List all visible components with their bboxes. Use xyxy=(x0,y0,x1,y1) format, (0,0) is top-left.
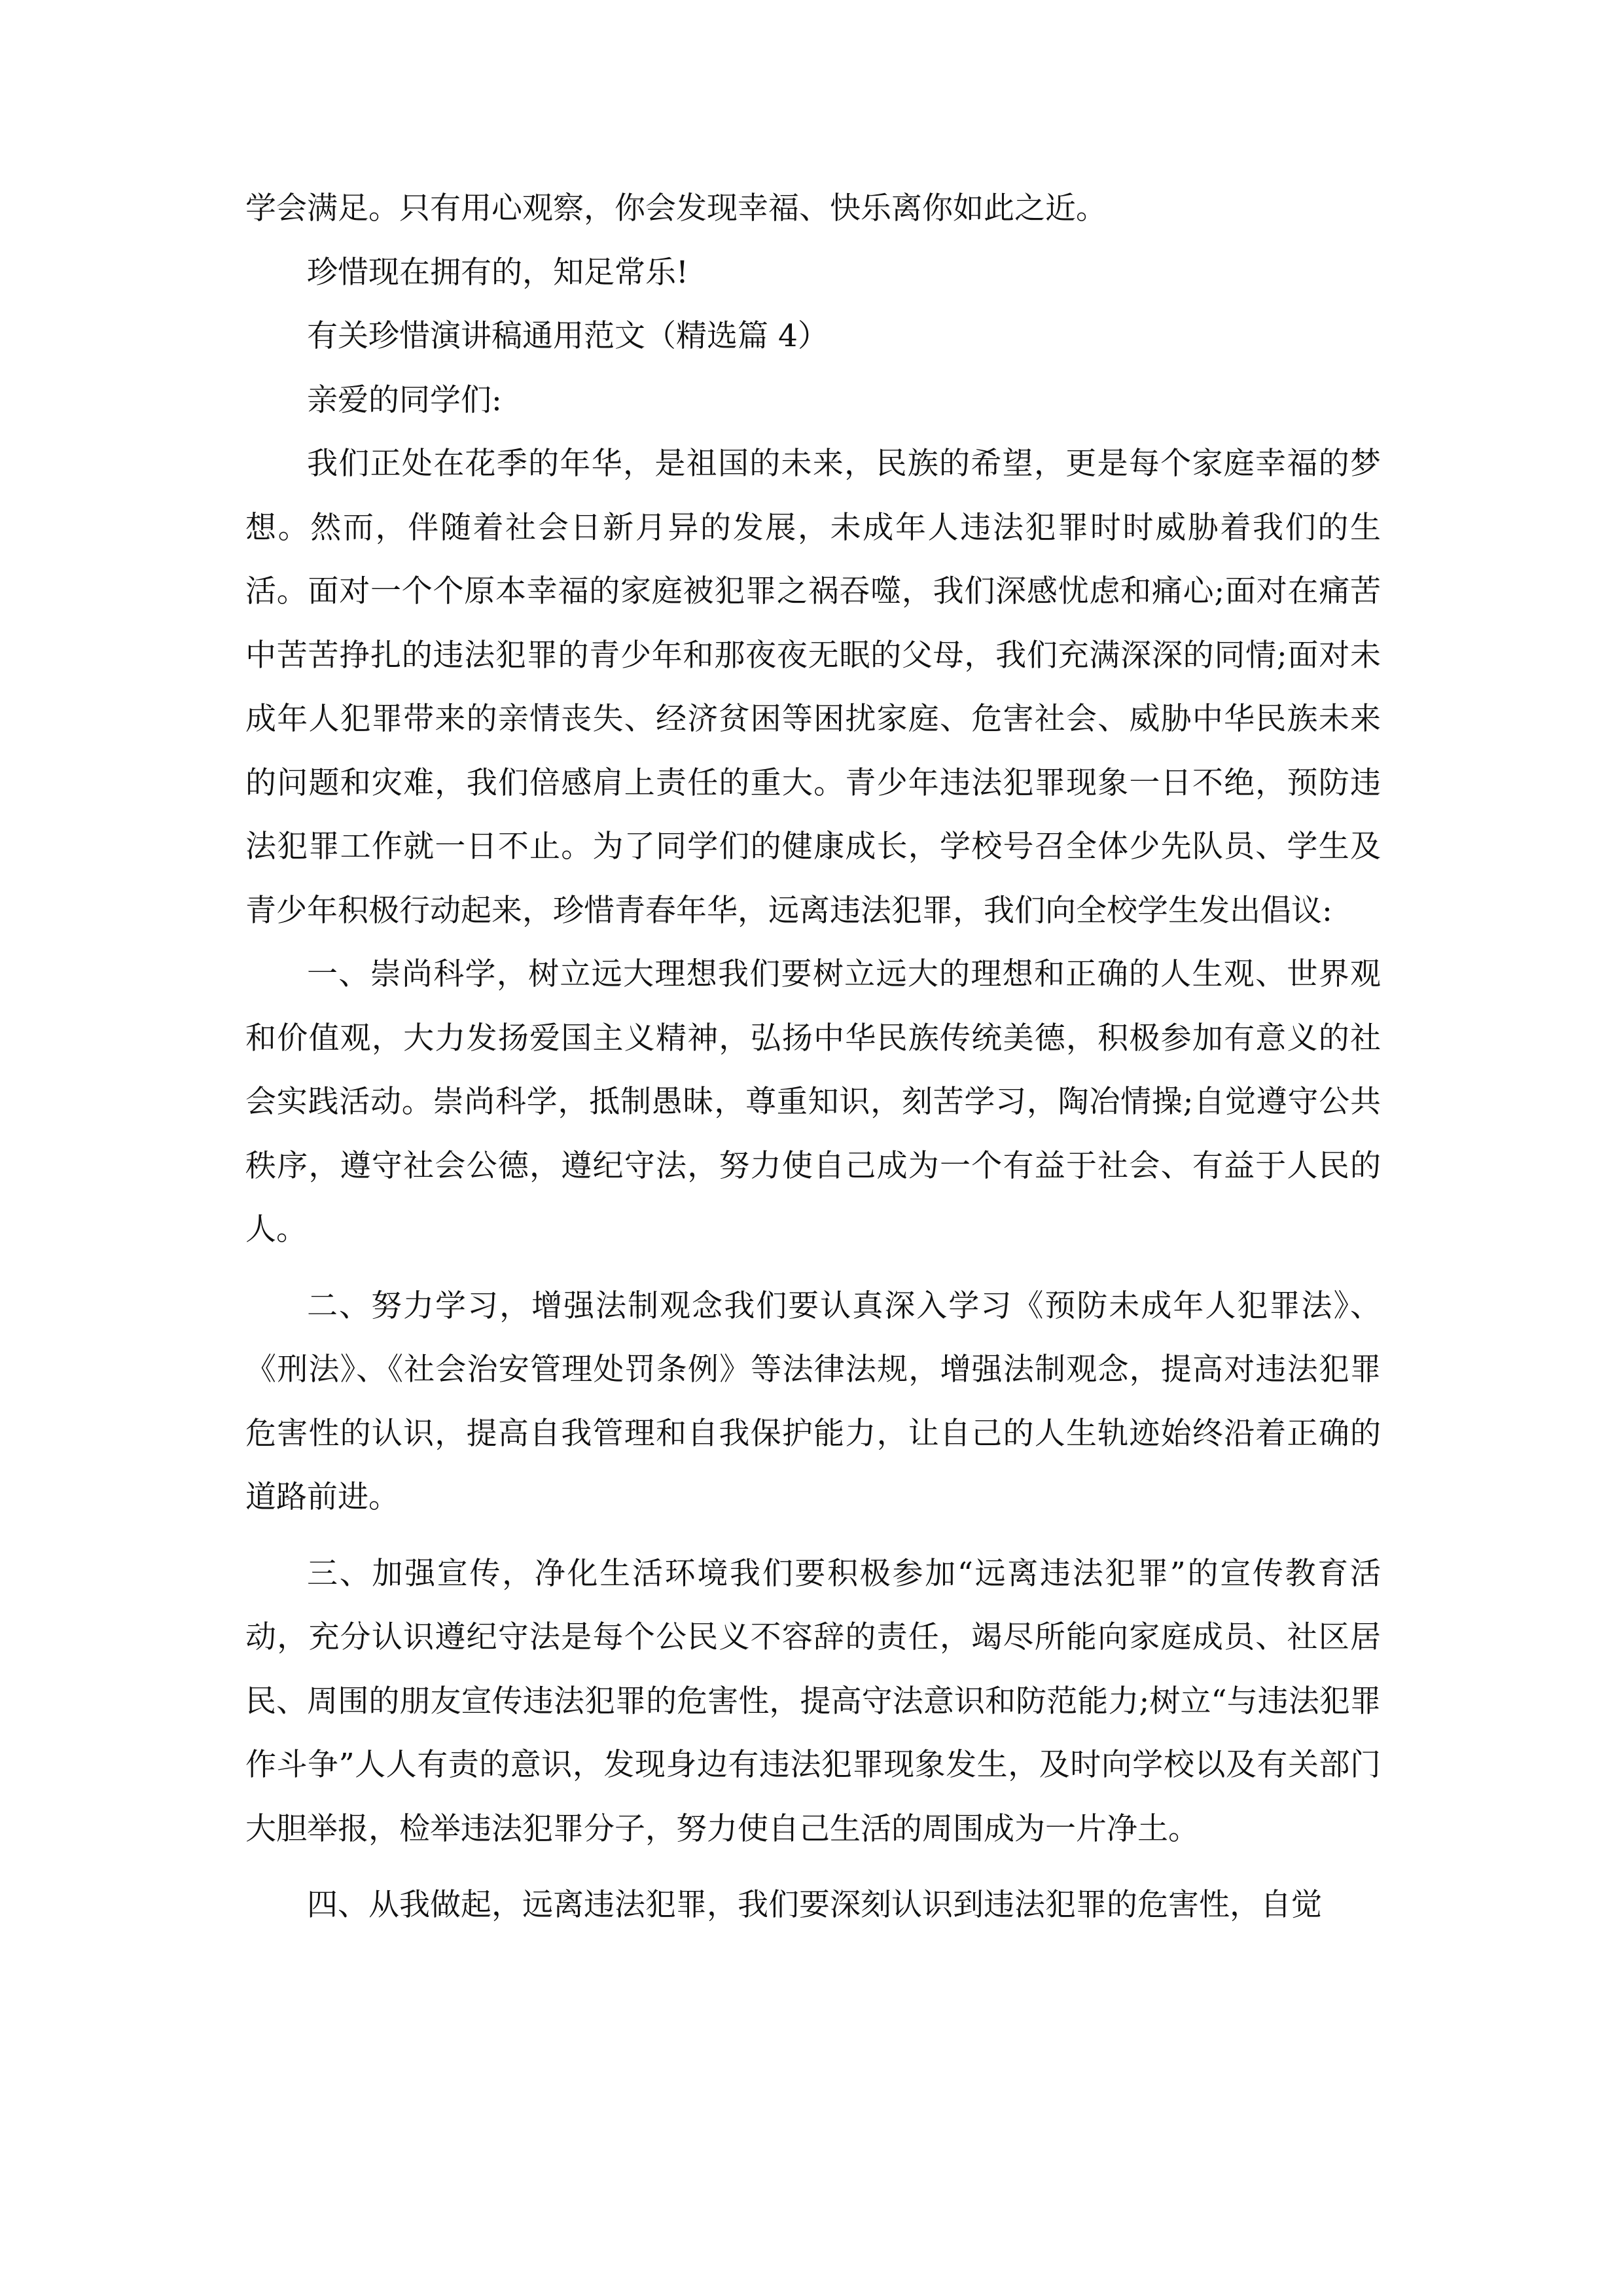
paragraph-intro: 我们正处在花季的年华，是祖国的未来，民族的希望，更是每个家庭幸福的梦想。然而，伴随着社会日新月异的发展，未成年人违法犯罪时时威胁着我们的生活。面对一个个原本幸福的家庭被犯罪之祸吞噬，我们深感忧虑和痛心;面对在痛苦中苦苦挣扎的违法犯罪的青少年和那夜夜无眠的父母，我们充满深深的同情;面对未成年人犯罪带来的亲情丧失、经济贫困等困扰家庭、危害社会、威胁中华民族未来的问题和灾难，我们倍感肩上责任的重大。青少年违法犯罪现象一日不绝，预防违法犯罪工作就一日不止。为了同学们的健康成长，学校号召全体少先队员、学生及青少年积极行动起来，珍惜青春年华，远离违法犯罪，我们向全校学生发出倡议: xyxy=(245,446,1381,929)
paragraph-closing-line: 珍惜现在拥有的，知足常乐! xyxy=(307,254,688,291)
salutation: 亲爱的同学们: xyxy=(307,382,502,418)
paragraph-point-4: 四、从我做起，远离违法犯罪，我们要深刻认识到违法犯罪的危害性，自觉 xyxy=(307,1887,1322,1923)
paragraph-point-2: 二、努力学习，增强法制观念我们要认真深入学习《预防未成年人犯罪法》、《刑法》、《社会治安管理处罚条例》等法律法规，增强法制观念，提高对违法犯罪危害性的认识，提高自我管理和自我保护能力，让自己的人生轨迹始终沿着正确的道路前进。 xyxy=(245,1287,1381,1515)
section-title: 有关珍惜演讲稿通用范文（精选篇 4） xyxy=(307,318,829,354)
paragraph-point-1: 一、崇尚科学，树立远大理想我们要树立远大的理想和正确的人生观、世界观和价值观，大力发扬爱国主义精神，弘扬中华民族传统美德，积极参加有意义的社会实践活动。崇尚科学，抵制愚昧，尊重知识，刻苦学习，陶冶情操;自觉遵守公共秩序，遵守社会公德，遵纪守法，努力使自己成为一个有益于社会、有益于人民的人。 xyxy=(245,956,1381,1247)
paragraph-point-3: 三、加强宣传，净化生活环境我们要积极参加“远离违法犯罪”的宣传教育活动，充分认识遵纪守法是每个公民义不容辞的责任，竭尽所能向家庭成员、社区居民、周围的朋友宣传违法犯罪的危害性，提高守法意识和防范能力;树立“与违法犯罪作斗争”人人有责的意识，发现身边有违法犯罪现象发生，及时向学校以及有关部门大胆举报，检举违法犯罪分子，努力使自己生活的周围成为一片净土。 xyxy=(245,1555,1381,1847)
document-page xyxy=(245,177,1381,1937)
paragraph-continuation: 学会满足。只有用心观察，你会发现幸福、快乐离你如此之近。 xyxy=(245,190,1107,226)
